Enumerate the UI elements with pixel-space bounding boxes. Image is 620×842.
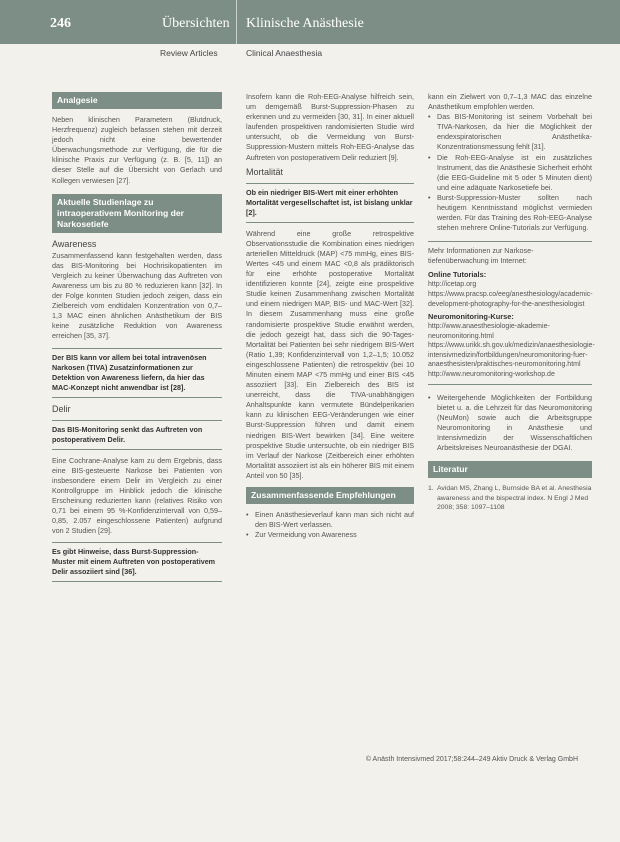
- analgesie-heading: Analgesie: [52, 92, 222, 109]
- reference-item: 1. Avidan MS, Zhang L, Burnside BA et al. Anesthesia awareness and the bispectral index. N Engl J Med 2008; 358: 1097–1108: [428, 485, 592, 512]
- page-header: [0, 0, 620, 44]
- header-divider: [236, 0, 237, 44]
- subheading-left: Review Articles: [160, 48, 218, 58]
- summary-box-mortalitaet: Ob ein niedriger BIS-Wert mit einer erhöhten Mortalität vergesellschaftet ist, ist bislang unklar [2].: [246, 183, 414, 223]
- list-item: • Zur Vermeidung von Awareness: [246, 530, 414, 540]
- page-number: 246: [50, 16, 71, 31]
- literatur-heading: Literatur: [428, 461, 592, 478]
- link[interactable]: http://www.anaesthesiologie-akademie-neuromonitoring.html: [428, 323, 550, 340]
- analgesie-text: Neben klinischen Parametern (Blutdruck, Herzfrequenz) zugleich befassen stehen mit derzeit jedoch nicht eine bewertender Überwachungsmethode zur Verfügung, die für die klinische Praxis zur Verfügung (z. B. [5, 11]) an dieser Stelle auf die Übersicht von Gerlach und Kollegen verwiesen [27].: [52, 115, 222, 185]
- list-item: • Das BIS-Monitoring ist seinem Vorbehalt bei TIVA-Narkosen, da hier die Möglichkeit der endexspiratorischen Anästhetika-Konzentrationsmessung fehlt [31].: [428, 112, 592, 152]
- neuromonitoring-title: Neuromonitoring-Kurse:: [428, 312, 514, 322]
- summary-box-tiva: Der BIS kann vor allem bei total intravenösen Narkosen (TIVA) Zusatzinformationen zur Detektion von Awareness liefern, da hier das MAC-Konzept nicht anwendbar ist [28].: [52, 348, 222, 398]
- link[interactable]: http://www.neuromonitoring-workshop.de: [428, 371, 555, 379]
- col2-text-1: Insofern kann die Roh-EEG-Analyse hilfreich sein, um demgemäß Burst-Suppression-Phasen zu erkennen und zu vermeiden [30, 31]. In einer aktuell laufenden prospektiven randomisierten Studie wird untersucht, ob die Vermeidung von Burst-Suppression-Mustern mittels Roh-EEG-Analyse das Auftreten von postoperativem Delir reduziert [9].: [246, 92, 414, 162]
- delir-heading: Delir: [52, 403, 71, 414]
- section-title: Übersichten: [162, 16, 230, 31]
- col3-bullets-1: [428, 112, 592, 233]
- awareness-text: Zusammenfassend kann festgehalten werden, dass das BIS-Monitoring bei Hochrisikopatienten im Vergleich zu keiner Überwachung das Auftreten von Awareness um bis zu 80 % reduzieren kann [32]. In der Folge konnten Studien jedoch zeigen, dass ein Zielbereich vom endtidalen Konzentration von 0,7–1,3 MAC einen ähnlichen Anästhetikum der BIS keine zusätzliche Reduktion von Awareness erreichen [35, 37].: [52, 250, 222, 341]
- col3-bullets-2: [428, 393, 592, 454]
- list-item: • Weitergehende Möglichkeiten der Fortbildung bietet u. a. die Lehrzeit für das Neuromonitoring (NeuMon) sowie auch die Arbeitsgruppe Neuromonitoring in Anästhesie und Intensivmedizin der Wissenschaftlichen Arbeitskreises Neuroanästhesie der DGAI.: [428, 393, 592, 454]
- summary-box-delir: Das BIS-Monitoring senkt das Auftreten von postoperativem Delir.: [52, 420, 222, 450]
- list-item: • Die Roh-EEG-Analyse ist ein zusätzliches Instrument, das die Anästhesie Sicherheit erhöht (die EEG-Guideline mit 5 oder 5 Minuten dient) und eine adäquate Narkosetiefe bei.: [428, 153, 592, 193]
- col2-text-2: Während eine große retrospektive Observationsstudie die Kombination eines niedrigen arteriellen Mitteldruck (MAP) <75 mmHg, eines BIS-Wertes <45 und einem MAC <0,8 als prädiktorisch für eine erhöhte postoperative Mortalität identifizieren konnte [24], zeigte eine prospektive Studie keinen Zusammenhang zwischen Mortalität und einem niedrigen MAP, BIS- und MAC-Wert [32]. In diesem Zusammenhang muss eine große randomisierte prospektive Studie erwähnt werden, die jedoch gezeigt hat, dass sich die 90-Tages-Mortalität bei Patienten bei sehr niedrigem BIS-Wert (Ratio 1,39; Konfidenzintervall von 1,2–1,5; 10.052 eingeschlossene Patienten) die retrospektiv (bei 10 Minuten einem MAP <75 mmHg und einer BIS <45 assoziiert [33]. Ein Zielbereich des BIS ist unerreicht, dass die TIVA-unabhängigen Anhaltspunkte kann vermutete Bündelperikarien kann zu klinischen EEG-Veränderungen wie einer Burst-Suppression führen und damit einem niedrigen BIS-Wert bewirken [34]. Eine weitere prospektive Studie untersuchte, ob ein niedriger BIS im Verlauf der Narkose (Zeitbereich einer erhöhten Mortalität assoziiert ist als ein höherer BIS mit einem Anteil von 50 [35].: [246, 228, 414, 480]
- info-box: [428, 241, 595, 384]
- link[interactable]: https://www.urikk.sh.gov.uk/medizin/anaesthesiologie-intensivmedizin/fortbildungen/neuromonitoring-fuer-anaesthesisten/praktisches-neuromonitoring.html: [428, 342, 595, 369]
- awareness-heading: Awareness: [52, 238, 97, 249]
- aktuelle-heading: Aktuelle Studienlage zu intraoperativem Monitoring der Narkosetiefe: [52, 194, 222, 233]
- column-3: [428, 92, 595, 512]
- empfehlungen-heading: Zusammenfassende Empfehlungen: [246, 487, 414, 504]
- reference-text: Avidan MS, Zhang L, Burnside BA et al. Anesthesia awareness and the bispectral index. N Engl J Med 2008; 358: 1097–1108: [437, 485, 592, 512]
- mortalitaet-heading: Mortalität: [246, 166, 284, 177]
- empfehlungen-list: [246, 510, 414, 540]
- column-2: [246, 92, 414, 540]
- list-item: • Burst-Suppression-Muster sollten nach heutigem Kenntnisstand möglichst vermieden werden. Für das Training des Roh-EEG-Analyse stehen mehrere Online-Tutorials zur Verfügung.: [428, 193, 592, 233]
- link[interactable]: https://www.pracsp.co/eeg/anesthesiology/academic-development-photography-for-the-anesthesiologist: [428, 290, 593, 308]
- link[interactable]: http://icetap.org: [428, 281, 477, 289]
- info-lead: Mehr Informationen zur Narkose- tiefenüberwachung im Internet:: [428, 246, 534, 266]
- delir-text: Eine Cochrane-Analyse kam zu dem Ergebnis, dass eine BIS-gesteuerte Narkose bei Patienten von insbesondere einem Delir im Vergleich zu einer Kontrollgruppe im Hinblick jedoch die klinische Erscheinung reduzierten kann (relatives Risiko von 0,71 bei einem 95 %-Konfidenzintervall von 0,59–0,85, 2.057 eingeschlossene Patienten) aufgrund von 2 Studien [29].: [52, 455, 222, 536]
- subheading-right: Clinical Anaesthesia: [246, 48, 323, 58]
- col3-text-1: kann ein Zielwert von 0,7–1,3 MAC das einzelne Anästhetikum empfohlen werden.: [428, 92, 592, 112]
- summary-box-burst: Es gibt Hinweise, dass Burst-Suppression-Muster mit einem Auftreten von postoperativem Delir assoziiert sind [36].: [52, 542, 222, 582]
- column-1: [52, 92, 222, 588]
- list-item: • Einen Anästhesieverlauf kann man sich nicht auf den BIS-Wert verlassen.: [246, 510, 414, 530]
- topic-title: Klinische Anästhesie: [246, 16, 364, 31]
- online-tutorials-title: Online Tutorials:: [428, 270, 487, 280]
- page-footer: © Anästh Intensivmed 2017;58:244–249 Aktiv Druck & Verlag GmbH: [365, 756, 578, 763]
